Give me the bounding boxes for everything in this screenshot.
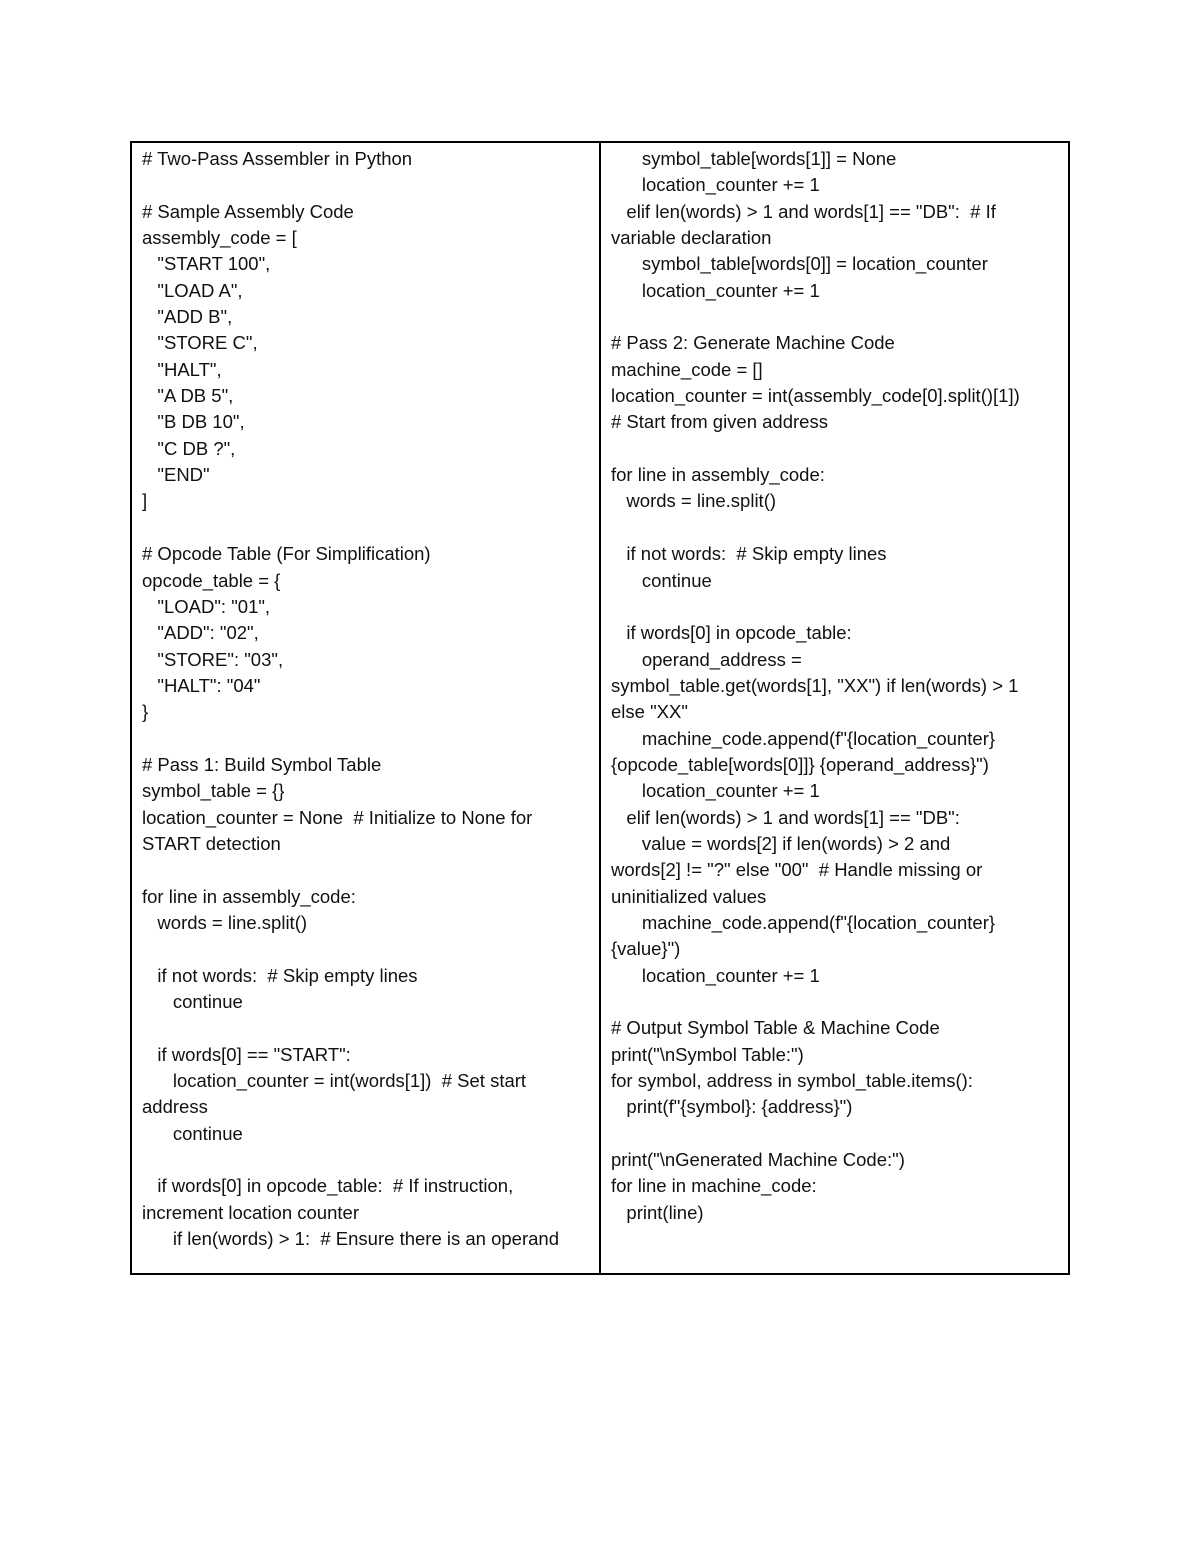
code-table <box>130 141 1070 1275</box>
code-line: {opcode_table[words[0]]} {operand_address}") <box>611 753 989 775</box>
code-line: "ADD": "02", <box>142 622 259 644</box>
code-line <box>611 304 1068 330</box>
code-line: "ADD B", <box>142 306 233 328</box>
code-line: words[2] != "?" else "00" # Handle missing or <box>611 859 983 881</box>
left-code-column <box>132 143 601 1273</box>
code-line: "HALT", <box>142 358 222 380</box>
code-line: # Opcode Table (For Simplification) <box>142 543 431 565</box>
code-line: variable declaration <box>611 227 772 249</box>
code-line: symbol_table[words[0]] = location_counter <box>611 253 988 275</box>
code-line: elif len(words) > 1 and words[1] == "DB": # If <box>611 200 996 222</box>
code-line <box>142 515 599 541</box>
code-line: ] <box>142 490 148 512</box>
code-line: machine_code = [] <box>611 358 763 380</box>
code-line: location_counter = int(words[1]) # Set start <box>142 1070 527 1092</box>
code-line: elif len(words) > 1 and words[1] == "DB": <box>611 806 960 828</box>
code-line <box>611 594 1068 620</box>
code-line: continue <box>611 569 712 591</box>
code-line: "LOAD A", <box>142 279 243 301</box>
code-line: } <box>142 701 149 723</box>
code-line: assembly_code = [ <box>142 227 297 249</box>
code-line: "STORE": "03", <box>142 648 284 670</box>
code-line: words = line.split() <box>611 490 777 512</box>
code-line: if words[0] in opcode_table: # If instruction, <box>142 1175 514 1197</box>
code-line: "C DB ?", <box>142 437 236 459</box>
code-line: if words[0] in opcode_table: <box>611 622 852 644</box>
code-line: else "XX" <box>611 701 688 723</box>
code-line: "STORE C", <box>142 332 258 354</box>
code-line: for line in assembly_code: <box>142 885 356 907</box>
code-line: "HALT": "04" <box>142 674 261 696</box>
code-line: # Start from given address <box>611 411 828 433</box>
code-line: increment location counter <box>142 1201 359 1223</box>
code-line <box>142 857 599 883</box>
right-code-column <box>601 143 1068 1273</box>
code-line: machine_code.append(f"{location_counter} <box>611 727 996 749</box>
code-line: if not words: # Skip empty lines <box>611 543 887 565</box>
code-line <box>611 1121 1068 1147</box>
code-line <box>611 515 1068 541</box>
code-line: "A DB 5", <box>142 385 234 407</box>
code-line: START detection <box>142 832 281 854</box>
code-line: location_counter += 1 <box>611 279 820 301</box>
code-line: "END" <box>142 464 210 486</box>
code-line: location_counter += 1 <box>611 780 820 802</box>
code-line: print(f"{symbol}: {address}") <box>611 1096 853 1118</box>
code-line: symbol_table = {} <box>142 780 285 802</box>
code-line: if len(words) > 1: # Ensure there is an operand <box>142 1228 559 1250</box>
code-line: location_counter = int(assembly_code[0].split()[1]) <box>611 385 1020 407</box>
code-line: machine_code.append(f"{location_counter} <box>611 911 996 933</box>
code-line: for line in machine_code: <box>611 1175 817 1197</box>
code-line: for symbol, address in symbol_table.items(): <box>611 1070 973 1092</box>
code-line: "LOAD": "01", <box>142 595 271 617</box>
code-line <box>611 989 1068 1015</box>
code-line: print("\nGenerated Machine Code:") <box>611 1149 905 1171</box>
code-line <box>142 1147 599 1173</box>
code-line <box>142 172 599 198</box>
code-line: # Pass 2: Generate Machine Code <box>611 332 895 354</box>
code-line: if words[0] == "START": <box>142 1043 351 1065</box>
code-line: continue <box>142 1122 243 1144</box>
code-line: for line in assembly_code: <box>611 464 825 486</box>
code-line: "B DB 10", <box>142 411 245 433</box>
code-line: value = words[2] if len(words) > 2 and <box>611 832 951 854</box>
code-line <box>142 726 599 752</box>
code-line: continue <box>142 991 243 1012</box>
code-line: address <box>142 1096 208 1118</box>
code-line: if not words: # Skip empty lines <box>142 964 418 986</box>
code-line: location_counter += 1 <box>611 964 820 986</box>
code-line: operand_address = <box>611 648 802 670</box>
code-line: print(line) <box>611 1201 704 1223</box>
code-line: words = line.split() <box>142 911 308 933</box>
code-line: # Output Symbol Table & Machine Code <box>611 1017 940 1039</box>
code-line: {value}") <box>611 938 681 960</box>
code-line: "START 100", <box>142 253 271 275</box>
code-line <box>142 936 599 962</box>
code-line: location_counter = None # Initialize to None for <box>142 806 533 828</box>
code-line: # Two-Pass Assembler in Python <box>142 148 413 169</box>
code-line: uninitialized values <box>611 885 767 907</box>
code-line <box>611 436 1068 462</box>
code-line: # Pass 1: Build Symbol Table <box>142 753 382 775</box>
code-line: location_counter += 1 <box>611 174 820 196</box>
code-line: print("\nSymbol Table:") <box>611 1043 804 1065</box>
code-line <box>142 1015 599 1041</box>
code-line: # Sample Assembly Code <box>142 200 354 222</box>
code-line: symbol_table.get(words[1], "XX") if len(words) > 1 <box>611 674 1019 696</box>
code-line: symbol_table[words[1]] = None <box>611 148 897 169</box>
code-line: opcode_table = { <box>142 569 281 591</box>
